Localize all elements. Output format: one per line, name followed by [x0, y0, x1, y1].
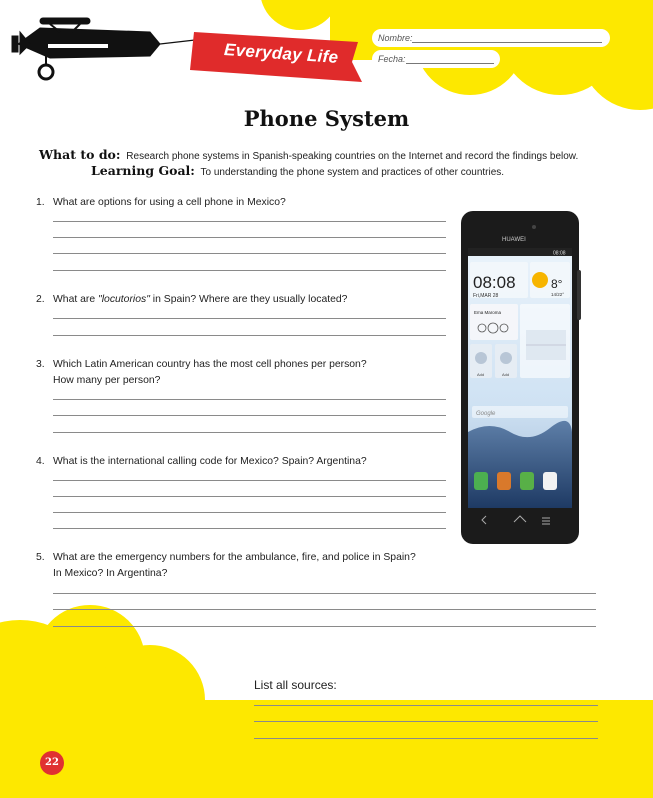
question-text-line2: In Mexico? In Argentina?: [53, 568, 168, 579]
what-to-do-line: [39, 147, 578, 162]
what-to-do-text: Research phone systems in Spanish-speaking countries on the Internet and record the findings below.: [126, 151, 579, 162]
answer-line[interactable]: [53, 399, 446, 400]
question-text: What is the international calling code for Mexico? Spain? Argentina?: [53, 456, 367, 467]
answer-line[interactable]: [53, 593, 596, 594]
answer-line[interactable]: [53, 318, 446, 319]
weather-temp: 8°: [551, 277, 563, 291]
question-text: What are the emergency numbers for the ambulance, fire, and police in Spain?: [53, 552, 416, 563]
question-text: Which Latin American country has the most cell phones per person?: [53, 359, 367, 370]
contact-add-1: Add: [477, 372, 485, 377]
sources-line[interactable]: [254, 721, 598, 722]
what-to-do-label: What to do:: [39, 147, 121, 162]
question-text-line2: How many per person?: [53, 375, 161, 386]
question-number: 3.: [36, 359, 45, 370]
clock-date: Fri,MAR 28: [473, 293, 499, 299]
answer-line[interactable]: [53, 270, 446, 271]
question-number: 4.: [36, 456, 45, 467]
name-line: [412, 42, 602, 43]
page-title: Phone System: [243, 106, 410, 131]
sources-line[interactable]: [254, 705, 598, 706]
clock-time: 08:08: [473, 273, 516, 292]
answer-line[interactable]: [53, 253, 446, 254]
answer-line[interactable]: [53, 480, 446, 481]
sources-line[interactable]: [254, 738, 598, 739]
banner-label: Everyday Life: [223, 40, 340, 67]
smartphone-image: [460, 210, 582, 546]
answer-line[interactable]: [53, 415, 446, 416]
answer-line[interactable]: [53, 221, 446, 222]
messages-app-icon: [520, 472, 534, 490]
name-label: Nombre:: [378, 33, 413, 43]
answer-line[interactable]: [53, 626, 596, 627]
weather-range: 14/22°: [551, 292, 565, 297]
name-field[interactable]: [372, 29, 610, 47]
question-text-emphasis: "locutorios": [98, 294, 150, 305]
question-number: 5.: [36, 552, 45, 563]
date-label: Fecha:: [378, 54, 406, 64]
sources-label: List all sources:: [254, 678, 337, 692]
status-time: 08:08: [553, 250, 566, 257]
learning-goal-text: To understanding the phone system and practices of other countries.: [200, 167, 505, 178]
learning-goal-label: Learning Goal:: [91, 163, 195, 178]
learning-goal-line: [91, 163, 504, 178]
answer-line[interactable]: [53, 432, 446, 433]
question-number: 2.: [36, 294, 45, 305]
answer-line[interactable]: [53, 609, 596, 610]
airplane-icon: [10, 14, 200, 84]
question-text-part: What are: [53, 294, 99, 305]
phone-brand: HUAWEI: [502, 237, 526, 243]
page-number-badge: 22: [40, 751, 64, 775]
answer-line[interactable]: [53, 528, 446, 529]
answer-line[interactable]: [53, 335, 446, 336]
question-text: What are options for using a cell phone in Mexico?: [53, 197, 286, 208]
answer-line[interactable]: [53, 237, 446, 238]
sun-icon: [532, 272, 548, 288]
date-field[interactable]: [372, 50, 500, 68]
play-store-icon: [543, 472, 557, 490]
search-bar: Google: [476, 411, 496, 417]
contacts-app-icon: [497, 472, 511, 490]
question-text-part: in Spain? Where are they usually located?: [149, 294, 348, 305]
answer-line[interactable]: [53, 512, 446, 513]
phone-app-icon: [474, 472, 488, 490]
question-text: [53, 292, 347, 308]
question-number: 1.: [36, 197, 45, 208]
contact-add-2: Add: [502, 372, 510, 377]
answer-line[interactable]: [53, 496, 446, 497]
music-title: Ema Maroma: [474, 310, 502, 315]
date-line: [406, 63, 494, 64]
